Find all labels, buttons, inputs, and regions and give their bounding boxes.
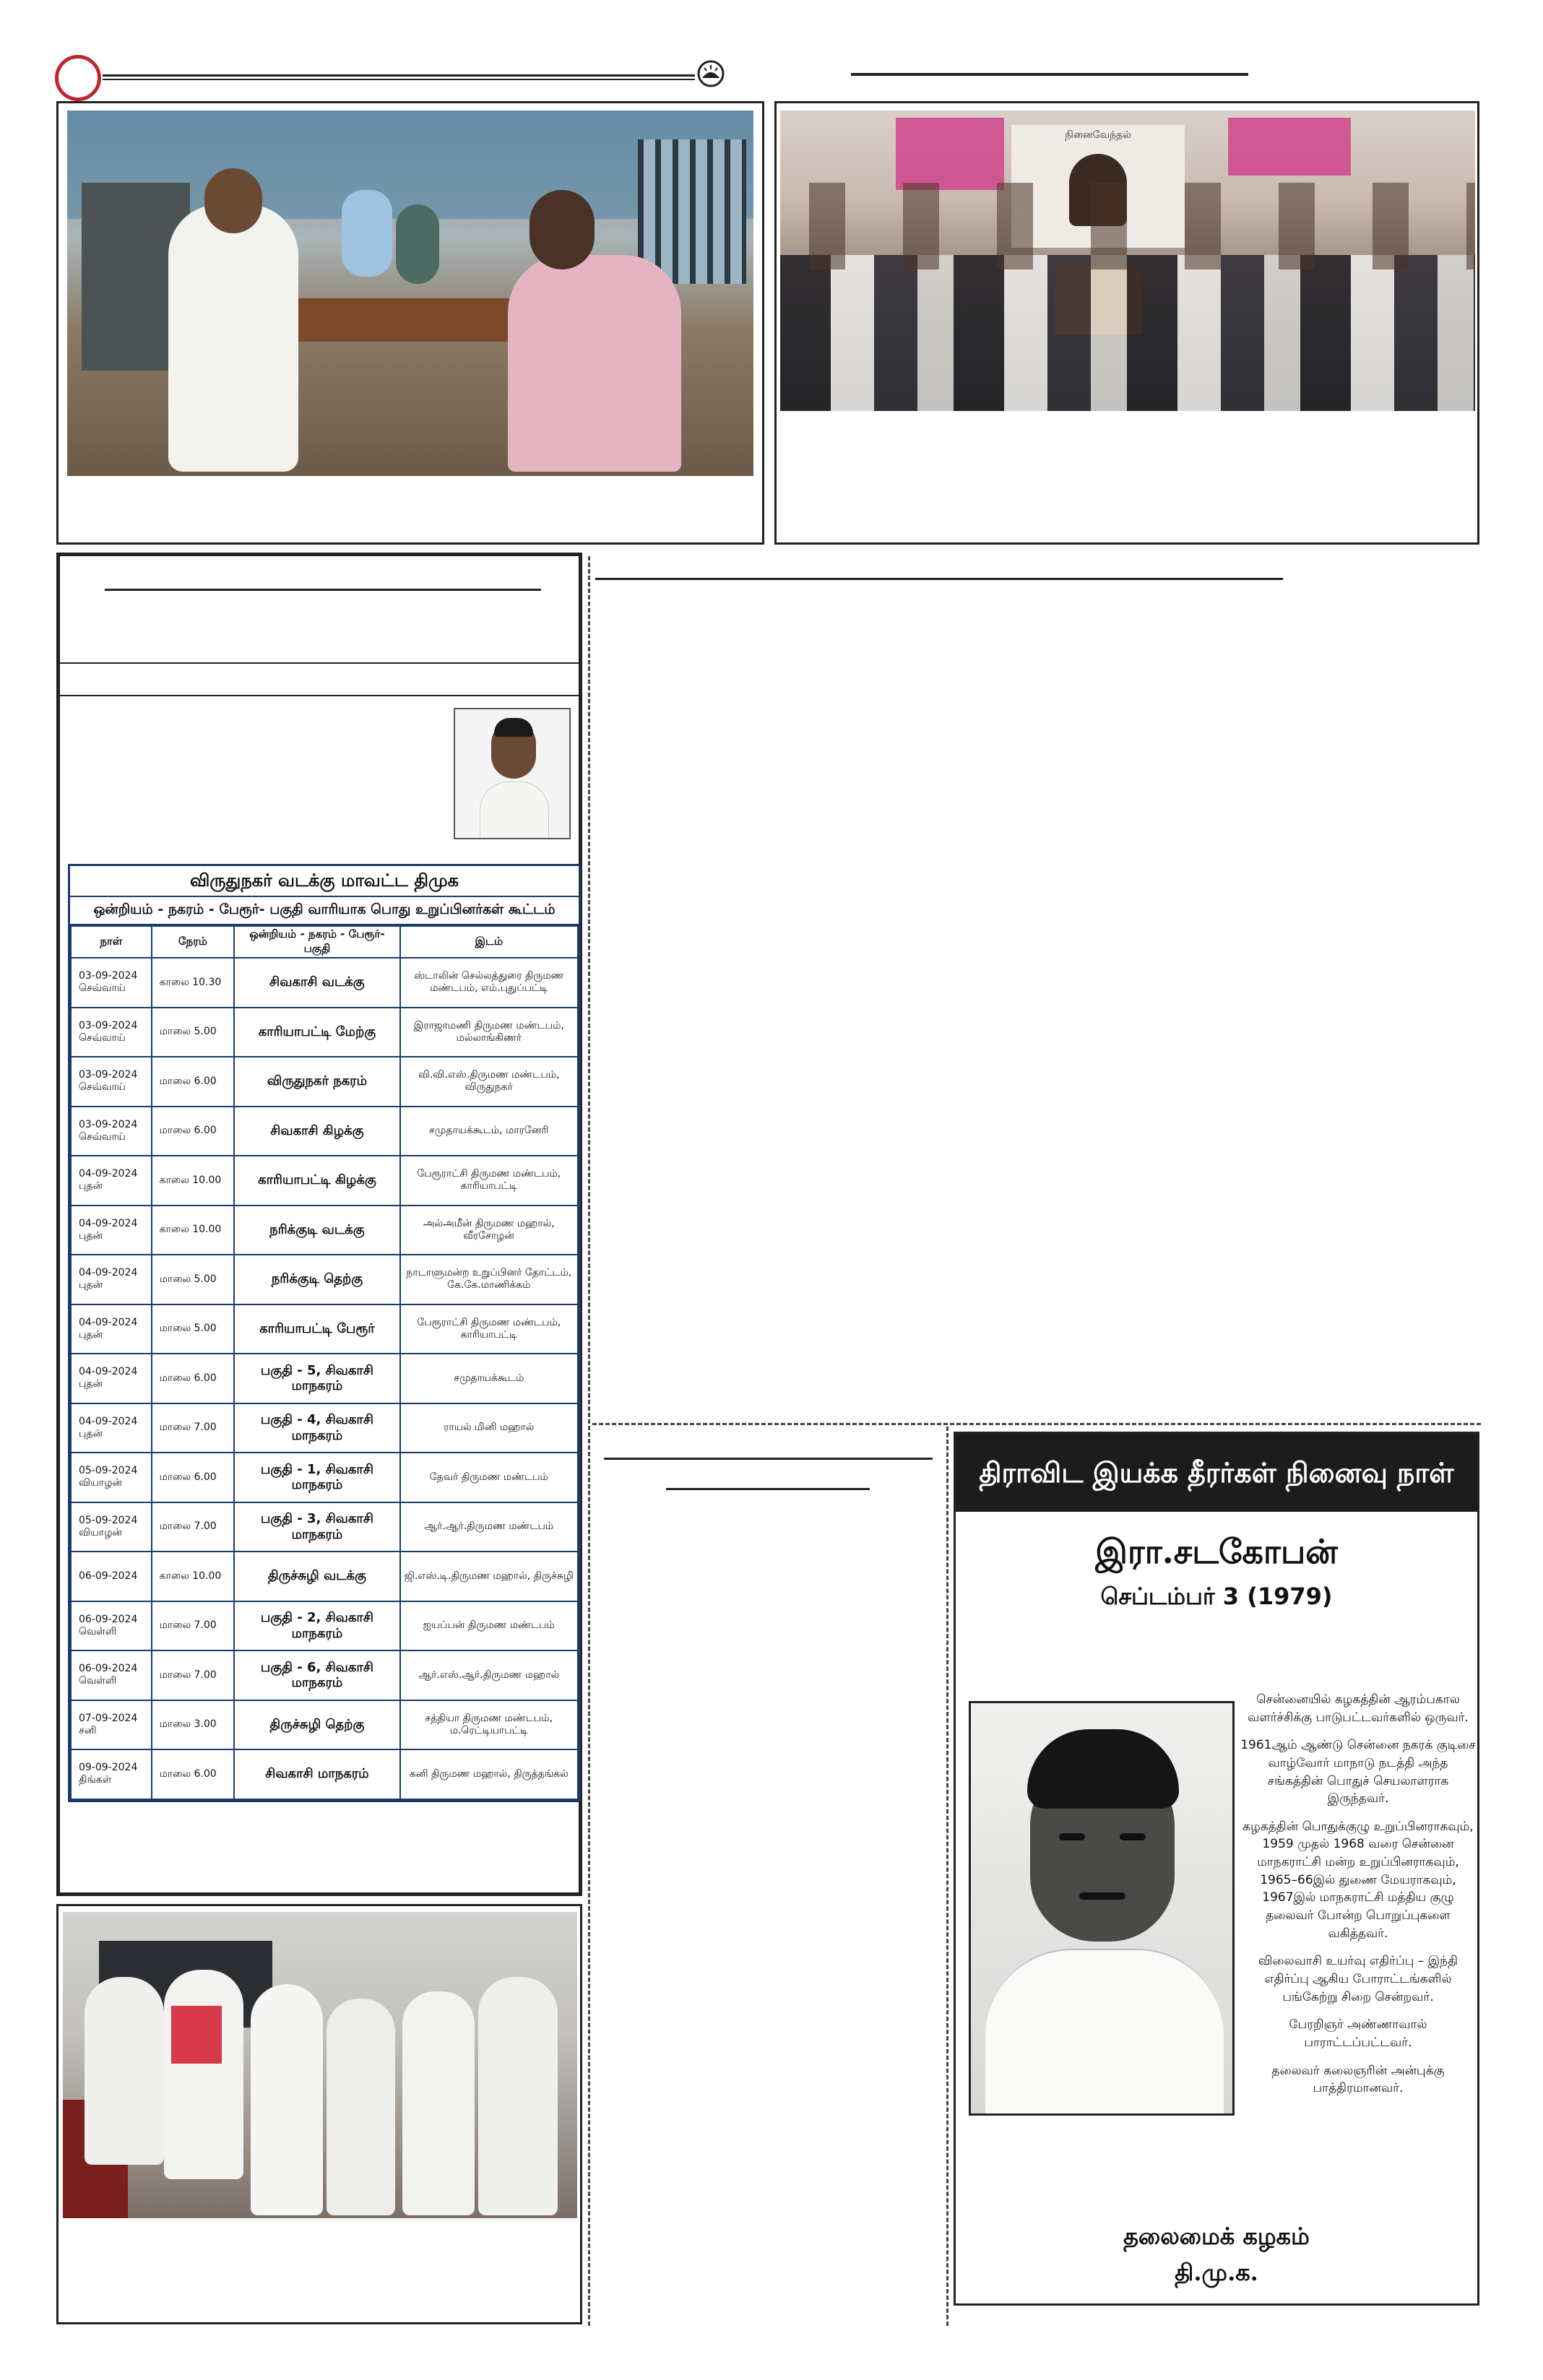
row-area-area: சிவகாசி மாநகரம்	[265, 1766, 369, 1782]
row-place	[400, 1057, 578, 1107]
row-area-area: சிவகாசி வடக்கு	[269, 974, 365, 990]
table-row	[71, 958, 578, 1008]
row-area	[234, 958, 399, 1008]
row-time	[152, 1700, 235, 1750]
row-area	[234, 1453, 399, 1502]
row-place-place: அல்அமீன் திருமண மஹால், வீரசோழன்	[423, 1217, 555, 1242]
masthead-rule-left-2	[103, 79, 695, 80]
row-date-date: 09-09-2024	[79, 1762, 138, 1774]
row-place-place: வி.வி.எஸ்.திருமண மண்டபம், விருதுநகர்	[418, 1069, 560, 1094]
row-area	[234, 1552, 399, 1601]
row-date-day: வெள்ளி	[79, 1625, 117, 1637]
row-date-date: 06-09-2024	[79, 1663, 138, 1675]
row-area	[234, 1057, 399, 1107]
row-time	[152, 1304, 235, 1354]
row-date-date: 04-09-2024	[79, 1415, 138, 1427]
row-date	[71, 1650, 152, 1700]
rising-sun-icon	[696, 59, 725, 88]
row-place-place: ராயல் மினி மஹால்	[444, 1421, 535, 1434]
row-area-area: சிவகாசி கிழக்கு	[270, 1122, 364, 1138]
group-photo	[63, 1912, 577, 2218]
row-place	[400, 1650, 578, 1700]
row-place-place: ஸ்டாலின் செல்லத்துரை திருமண மண்டபம், எம்.புதுப்பட்டி	[414, 970, 564, 995]
row-time	[152, 1107, 235, 1156]
bio-paragraph: விலைவாசி உயர்வு எதிர்ப்பு – இந்தி எதிர்ப்பு ஆகிய போராட்டங்களில் பங்கேற்று சிறை சென்றவர்.	[1258, 1954, 1458, 2004]
memorial-date: செப்டம்பர் 3 (1979)	[1100, 1583, 1333, 1610]
row-time-time: மாலை 7.00	[159, 1619, 217, 1632]
row-area	[234, 1650, 399, 1700]
table-row	[71, 1601, 578, 1651]
official-portrait	[454, 708, 571, 839]
row-time-time: மாலை 6.00	[159, 1372, 217, 1384]
row-date-date: 04-09-2024	[79, 1366, 138, 1378]
banner-photo-label: நினைவேந்தல்	[1065, 129, 1131, 141]
row-date	[71, 1156, 152, 1206]
row-place	[400, 1552, 578, 1601]
row-date-date: 03-09-2024	[79, 1118, 138, 1130]
photo-box-meeting	[56, 101, 764, 545]
row-date-date: 05-09-2024	[79, 1465, 138, 1477]
row-time	[152, 1156, 235, 1206]
row-date-date: 03-09-2024	[79, 970, 138, 982]
row-place-place: இராஜாமணி திருமண மண்டபம், மல்லாங்கிணர்	[413, 1019, 564, 1044]
header-area: ஒன்றியம் - நகரம் - பேரூர்- பகுதி	[234, 926, 399, 958]
row-date-date: 04-09-2024	[79, 1217, 138, 1229]
row-area	[234, 1255, 399, 1304]
row-area	[234, 1700, 399, 1750]
row-place	[400, 1601, 578, 1651]
schedule-header-row	[71, 926, 578, 958]
schedule-table-panel	[68, 864, 581, 1802]
bio-paragraph: சென்னையில் கழகத்தின் ஆரம்பகால வளர்ச்சிக்கு பாடுபட்டவர்களில் ஒருவர்.	[1248, 1692, 1469, 1725]
row-date-date: 03-09-2024	[79, 1019, 138, 1031]
row-date	[71, 1601, 152, 1651]
row-time-time: மாலை 7.00	[159, 1520, 217, 1533]
row-place	[400, 1107, 578, 1156]
row-time	[152, 958, 235, 1008]
bio-paragraph: கழகத்தின் பொதுக்குழு உறுப்பினராகவும், 1959 முதல் 1968 வரை சென்னை மாநகராட்சி மன்ற உறுப்பினராகவும், 1965–66இல் துணை மேயராகவும், 1967இல் மாநகராட்சி மத்திய குழு தலைவர் போன்ற பொறுப்புகளை வகித்தவர்.	[1242, 1819, 1474, 1941]
bio-paragraph: பேரறிஞர் அண்ணாவால் பாராட்டப்பட்டவர்.	[1289, 2017, 1427, 2050]
row-date	[71, 1403, 152, 1453]
row-time-time: காலை 10.00	[159, 1174, 222, 1186]
row-time	[152, 1749, 235, 1799]
row-date-day: புதன்	[79, 1378, 103, 1390]
header-date: நாள்	[71, 926, 152, 958]
schedule-subtitle: ஒன்றியம் - நகரம் - பேரூர்- பகுதி வாரியாக பொது உறுப்பினர்கள் கூட்டம்	[70, 897, 579, 925]
row-date	[71, 1749, 152, 1799]
row-date-date: 06-09-2024	[79, 1613, 138, 1625]
memorial-portrait	[969, 1701, 1235, 2116]
row-area-area: பகுதி - 2, சிவகாசி மாநகரம்	[260, 1610, 373, 1641]
row-time	[152, 1255, 235, 1304]
table-row	[71, 1552, 578, 1601]
row-place-place: தேவர் திருமண மண்டபம்	[429, 1471, 548, 1483]
row-date-day: புதன்	[79, 1229, 103, 1242]
row-place-place: ஐயப்பன் திருமண மண்டபம்	[423, 1619, 555, 1632]
row-place	[400, 1304, 578, 1354]
schedule-table	[70, 925, 579, 1800]
bio-paragraph: தலைவர் கலைஞரின் அன்புக்கு பாத்திரமானவர்.	[1271, 2063, 1445, 2096]
header-place: இடம்	[400, 926, 578, 958]
row-area-area: காரியாபட்டி மேற்கு	[258, 1024, 376, 1039]
row-time-time: மாலை 3.00	[159, 1718, 217, 1731]
row-place	[400, 1156, 578, 1206]
header-time: நேரம்	[152, 926, 235, 958]
row-area	[234, 1156, 399, 1206]
row-date-date: 04-09-2024	[79, 1168, 138, 1180]
row-date-day: புதன்	[79, 1328, 103, 1341]
row-date-date: 03-09-2024	[79, 1069, 138, 1081]
row-date	[71, 958, 152, 1008]
schedule-title-rule	[105, 589, 541, 591]
row-area-area: திருச்சுழி தெற்கு	[269, 1716, 365, 1732]
row-time-time: மாலை 6.00	[159, 1471, 217, 1483]
row-place-place: சமுதாயக்கூடம்	[454, 1372, 524, 1384]
row-place	[400, 1502, 578, 1552]
row-area-area: பகுதி - 5, சிவகாசி மாநகரம்	[260, 1362, 373, 1394]
row-date-day: திங்கள்	[79, 1774, 112, 1786]
row-area-area: காரியாபட்டி பேரூர்	[259, 1320, 375, 1336]
table-row	[71, 1304, 578, 1354]
row-time	[152, 1008, 235, 1057]
row-time-time: காலை 10.00	[159, 1570, 222, 1582]
table-row	[71, 1354, 578, 1403]
schedule-divider-2	[60, 695, 579, 696]
row-date	[71, 1057, 152, 1107]
row-place	[400, 1255, 578, 1304]
meeting-photo	[67, 111, 753, 476]
row-date-date: 07-09-2024	[79, 1712, 138, 1724]
row-date-day: வியாழன்	[79, 1526, 123, 1539]
photo-box-tribute	[774, 101, 1479, 545]
row-place-place: பேரூராட்சி திருமண மண்டபம், காரியாபட்டி	[417, 1168, 561, 1193]
row-time	[152, 1206, 235, 1255]
row-place-place: ஆர்.எஸ்.ஆர்.திருமண மஹால்	[418, 1669, 560, 1681]
row-place-place: சமுதாயக்கூடம், மாரனேரி	[429, 1125, 549, 1137]
table-row	[71, 1502, 578, 1552]
column-divider-horizontal	[592, 1423, 1481, 1425]
row-area-area: பகுதி - 3, சிவகாசி மாநகரம்	[260, 1511, 373, 1542]
row-place-place: கனி திருமண மஹால், திருத்தங்கல்	[409, 1767, 569, 1780]
row-area	[234, 1107, 399, 1156]
row-time-time: காலை 10.30	[159, 976, 222, 988]
row-date-day: செவ்வாய்	[79, 1031, 126, 1044]
row-place	[400, 1700, 578, 1750]
row-time-time: மாலை 7.00	[159, 1421, 217, 1434]
row-area-area: விருதுநகர் நகரம்	[267, 1073, 368, 1089]
table-row	[71, 1255, 578, 1304]
row-area	[234, 1601, 399, 1651]
row-time	[152, 1057, 235, 1107]
row-date-date: 06-09-2024	[79, 1570, 138, 1582]
table-row	[71, 1107, 578, 1156]
table-row	[71, 1403, 578, 1453]
row-time	[152, 1650, 235, 1700]
schedule-divider-1	[60, 662, 579, 664]
row-time	[152, 1453, 235, 1502]
table-row	[71, 1008, 578, 1057]
row-place	[400, 1354, 578, 1403]
row-time	[152, 1552, 235, 1601]
memorial-heading: திராவிட இயக்க தீரர்கள் நினைவு நாள்	[956, 1434, 1477, 1512]
row-place	[400, 1008, 578, 1057]
row-date-day: வெள்ளி	[79, 1675, 117, 1687]
memorial-signature-line2: தி.மு.க.	[1175, 2259, 1258, 2286]
masthead-rule-left	[103, 74, 695, 77]
row-time-time: மாலை 5.00	[159, 1323, 217, 1335]
row-date-day: புதன்	[79, 1427, 103, 1440]
row-date	[71, 1354, 152, 1403]
row-time-time: மாலை 6.00	[159, 1125, 217, 1137]
row-place-place: ஜி.எஸ்.டி.திருமண மஹால், திருச்சுழி	[404, 1570, 574, 1582]
row-date	[71, 1255, 152, 1304]
row-place	[400, 958, 578, 1008]
row-time-time: மாலை 7.00	[159, 1669, 217, 1681]
table-row	[71, 1057, 578, 1107]
bio-paragraph: 1961ஆம் ஆண்டு சென்னை நகரக் குடிசை வாழ்வோர் மாநாடு நடத்தி அந்த சங்கத்தின் பொதுச் செயலாளராக இருந்தவர்.	[1240, 1738, 1476, 1806]
row-date-date: 05-09-2024	[79, 1514, 138, 1526]
row-area	[234, 1403, 399, 1453]
row-area-area: நரிக்குடி தெற்கு	[271, 1271, 363, 1287]
table-row	[71, 1650, 578, 1700]
row-place-place: ஆர்.ஆர்.திருமண மண்டபம்	[424, 1520, 554, 1533]
row-date	[71, 1304, 152, 1354]
tribute-photo	[780, 111, 1475, 411]
row-date-day: செவ்வாய்	[79, 1130, 126, 1143]
row-date-day: செவ்வாய்	[79, 1081, 126, 1094]
row-date-day: சனி	[79, 1724, 97, 1736]
row-time-time: மாலை 5.00	[159, 1273, 217, 1285]
row-place-place: சத்தியா திருமண மண்டபம், ம.ரெட்டியாபட்டி	[425, 1712, 553, 1736]
memorial-box	[954, 1432, 1479, 2306]
row-area-area: பகுதி - 1, சிவகாசி மாநகரம்	[260, 1461, 373, 1493]
row-date-date: 04-09-2024	[79, 1267, 138, 1279]
row-place-place: நாடாளுமன்ற உறுப்பினர் தோட்டம், கே.கே.மாணிக்கம்	[406, 1267, 572, 1291]
row-place-place: பேரூராட்சி திருமண மண்டபம், காரியாபட்டி	[417, 1316, 561, 1341]
row-date	[71, 1206, 152, 1255]
circle-logo-icon	[55, 55, 101, 101]
row-time-time: மாலை 6.00	[159, 1075, 217, 1087]
masthead-rule-right	[851, 73, 1248, 76]
row-area	[234, 1206, 399, 1255]
table-row	[71, 1700, 578, 1750]
article-headline-rule	[595, 578, 1283, 580]
row-time-time: மாலை 5.00	[159, 1026, 217, 1038]
row-date	[71, 1552, 152, 1601]
row-area	[234, 1502, 399, 1552]
row-date	[71, 1502, 152, 1552]
memorial-signature-line1: தலைமைக் கழகம்	[1123, 2223, 1310, 2250]
row-area-area: பகுதி - 4, சிவகாசி மாநகரம்	[260, 1412, 373, 1443]
row-time	[152, 1403, 235, 1453]
row-area-area: நரிக்குடி வடக்கு	[269, 1221, 365, 1237]
row-time	[152, 1354, 235, 1403]
row-date	[71, 1008, 152, 1057]
schedule-title: விருதுநகர் வடக்கு மாவட்ட திமுக	[70, 866, 579, 897]
row-place	[400, 1206, 578, 1255]
row-area	[234, 1008, 399, 1057]
photo-box-group	[56, 1904, 582, 2324]
row-date-date: 04-09-2024	[79, 1316, 138, 1328]
row-date-day: புதன்	[79, 1279, 103, 1291]
table-row	[71, 1206, 578, 1255]
row-date-day: புதன்	[79, 1180, 103, 1193]
row-date	[71, 1453, 152, 1502]
row-area-area: காரியாபட்டி கிழக்கு	[258, 1172, 376, 1188]
table-row	[71, 1156, 578, 1206]
table-row	[71, 1749, 578, 1799]
row-place	[400, 1403, 578, 1453]
memorial-name: இரா.சடகோபன்	[1095, 1532, 1338, 1571]
sub-article-rule-2	[666, 1488, 870, 1490]
row-date	[71, 1700, 152, 1750]
row-place	[400, 1453, 578, 1502]
row-area	[234, 1749, 399, 1799]
row-time	[152, 1502, 235, 1552]
row-area-area: திருச்சுழி வடக்கு	[267, 1568, 366, 1584]
column-divider-center	[946, 1427, 948, 2326]
row-date	[71, 1107, 152, 1156]
row-place	[400, 1749, 578, 1799]
row-date-day: வியாழன்	[79, 1477, 123, 1489]
masthead	[0, 0, 1543, 101]
row-time-time: காலை 10.00	[159, 1224, 222, 1236]
table-row	[71, 1453, 578, 1502]
row-area-area: பகுதி - 6, சிவகாசி மாநகரம்	[260, 1659, 373, 1691]
memorial-bio	[1239, 1691, 1477, 2108]
column-divider-left	[588, 556, 590, 2326]
row-area	[234, 1304, 399, 1354]
row-date-day: செவ்வாய்	[79, 982, 126, 995]
row-time-time: மாலை 6.00	[159, 1767, 217, 1780]
row-time	[152, 1601, 235, 1651]
row-area	[234, 1354, 399, 1403]
sub-article-rule-1	[604, 1458, 933, 1460]
